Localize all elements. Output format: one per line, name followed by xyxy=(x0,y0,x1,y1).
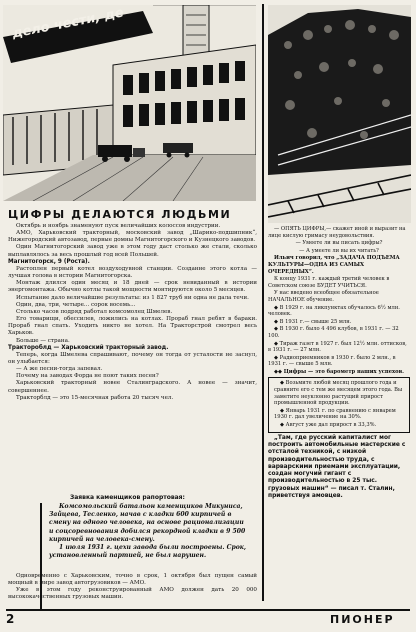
paragraph: Одновременно с Харьковским, точно в срок, 1 октября был пущен самый мощный в мире завод автогрузовиков — АМО. xyxy=(8,573,257,587)
paragraph: Харьковский тракторный новее Сталинградского. А новее — значит, совершеннее. xyxy=(8,380,257,394)
paragraph: Растоплен первый котел воздуходувной станции. Созданне этого котла — лучшая голова в истории Магнитогорска. xyxy=(8,265,257,280)
left-column xyxy=(8,223,257,402)
report-text xyxy=(49,503,249,560)
coal-drawing xyxy=(268,5,411,223)
report-paragraph: 1 июля 1931 г. цехи завода были построены. Срок, установленный партией, не был нарушен. xyxy=(49,544,247,560)
left-bottom xyxy=(8,573,257,602)
question: — А умеете ли вы их читать? xyxy=(299,247,379,254)
paragraph: Один Магнитогорский завод уже в этом году даст столько же стали, сколько выплавлялось за весь прошлый год всей Польшей. xyxy=(8,244,257,258)
growth-box xyxy=(268,377,410,432)
paragraph: АМО, Харьковский тракторный, московский завод „Шарико-подшипник“, Нижегородский автозавод, первые домны Магнитогорского и Кузнецкого заводов. xyxy=(8,230,257,244)
bullet-item: ◆ Тираж газет в 1927 г. был 12½ млн. оттисков, в 1931 г. — 27 млн. xyxy=(268,340,407,354)
banner-text: дело чести, де xyxy=(11,5,125,42)
box-paragraph: ◆ Возьмите любой месяц прошлого года и сравните его с тем же месяцем этого года. Вы заметите неуклонно растущий прирост промышленной продукции. xyxy=(274,380,403,407)
paragraph: Ильич говорил, что „ЗАДАЧА ПОДЪЕМА КУЛЬТУРЫ—ОДНА ИЗ САМЫХ ОЧЕРЕДНЫХ“. xyxy=(268,255,400,275)
bullet-item: ◆ В 1931 г.— свыше 25 млн. xyxy=(274,318,352,325)
question: — Умеете ли вы писать цифры? xyxy=(295,240,383,247)
paragraph: Монтаж длился один месяц и 18 дней — срок невиданный в истории энергомонтажа. Обычно котлы такой мощности монтируются около 5 месяцев. xyxy=(8,280,257,294)
paragraph: Теперь, когда Шмелева спрашивают, почему он тогда от усталости не заснул, он улыбается: xyxy=(8,351,257,365)
paragraph: Столько часов подряд работал комсомолец Шмелев. xyxy=(16,308,173,315)
paragraph: — ОПЯТЬ ЦИФРЫ,— скажет иной и выразит на лице кислую гримасу неудовольствия. xyxy=(268,226,406,239)
column-divider xyxy=(262,4,264,601)
stalin-quote: „Там, где русский капиталист мог построить автомобильные мастерские с отсталой техникой, с низкой производительностью труда, с варварскими приемами эксплуатации, создан могучий гигант с производительностью в 25 тыс. грузовых машин“ — писал т. Сталин, приветствуя амовцев. xyxy=(268,434,406,499)
paragraph: Больше — страна. xyxy=(16,337,70,344)
headline: ЦИФРЫ ДЕЛАЮТСЯ ЛЮДЬМИ xyxy=(8,208,232,221)
barometer-line: ◆◆ Цифры — это барометр наших успехов. xyxy=(274,368,404,375)
paragraph: Его товарищи, обессилев, ложились на котлах. Прораб гнал ребят в бараки. Прораб гнал спать. Уходить никто не хотел. На Тракторстрой смотрел весь Харьков. xyxy=(8,316,257,337)
magazine-name: ПИОНЕР xyxy=(330,613,395,626)
right-column xyxy=(268,226,410,501)
box-paragraph: ◆ Январь 1931 г. по сравнению с январем 1930 г. дал увеличение на 30%. xyxy=(274,407,396,421)
report-heading: Заявка каменщиков рапортовая: xyxy=(70,494,185,501)
paragraph: Почему на заводах Форда не поют таких песен? xyxy=(16,373,159,380)
paragraph: У нас введено всеобщее обязательное НАЧАЛЬНОЕ обучение. xyxy=(268,290,379,303)
footer-rule xyxy=(6,609,410,611)
paragraph: К концу 1931 г. каждый третий человек в Советском союзе БУДЕТ УЧИТЬСЯ. xyxy=(268,276,390,289)
paragraph: Октябрь и ноябрь знаменуют пуск величайших колоссов индустрии. xyxy=(16,223,221,229)
paragraph: Уже в этом году реконструированный АМО должен дать 20 000 высококачественных грузовых машин. xyxy=(8,587,257,601)
dateline: Магнитогорск, 9 (Роста). xyxy=(8,258,90,265)
paragraph: Испытание дало величайшие результаты: из 1 827 труб ни одна не дала течи. xyxy=(16,294,249,301)
page-number: 2 xyxy=(6,612,15,626)
subheading: Трактороблд — Харьковский тракторный завод. xyxy=(8,344,169,351)
box-paragraph: ◆ Август уже дал прирост в 33,3%. xyxy=(280,422,377,429)
bullet-item: ◆ Радиоприемников в 1930 г. было 2 млн., в 1931 г. — свыше 5 млн. xyxy=(268,354,396,368)
coal-illustration xyxy=(268,5,411,223)
paragraph: — А же песни-тогда запевал. xyxy=(16,366,103,373)
bullet-item: ◆ В 1929 г. на ликпунктах обучалось 6½ млн. человек. xyxy=(268,304,400,318)
paragraph: Тракторблд — это 15-месячная работа 20 тысяч чел. xyxy=(16,394,174,401)
report-paragraph: Комсомольский батальон каменщиков Микуниса, Зайцева, Тесленко, начав с кладки 600 кирпичей в смену на одного человека, на основе рационализации и соцсоревнования добился рекордной кладки в 9 500 кирпичей на человека-смену. xyxy=(49,503,246,543)
bullet-item: ◆ В 1930 г. было 4 496 клубов, в 1931 г. — 32 100. xyxy=(268,326,399,339)
paragraph: Один, два, три, четыре... сорок восемь... xyxy=(16,301,136,308)
factory-illustration xyxy=(3,5,256,201)
